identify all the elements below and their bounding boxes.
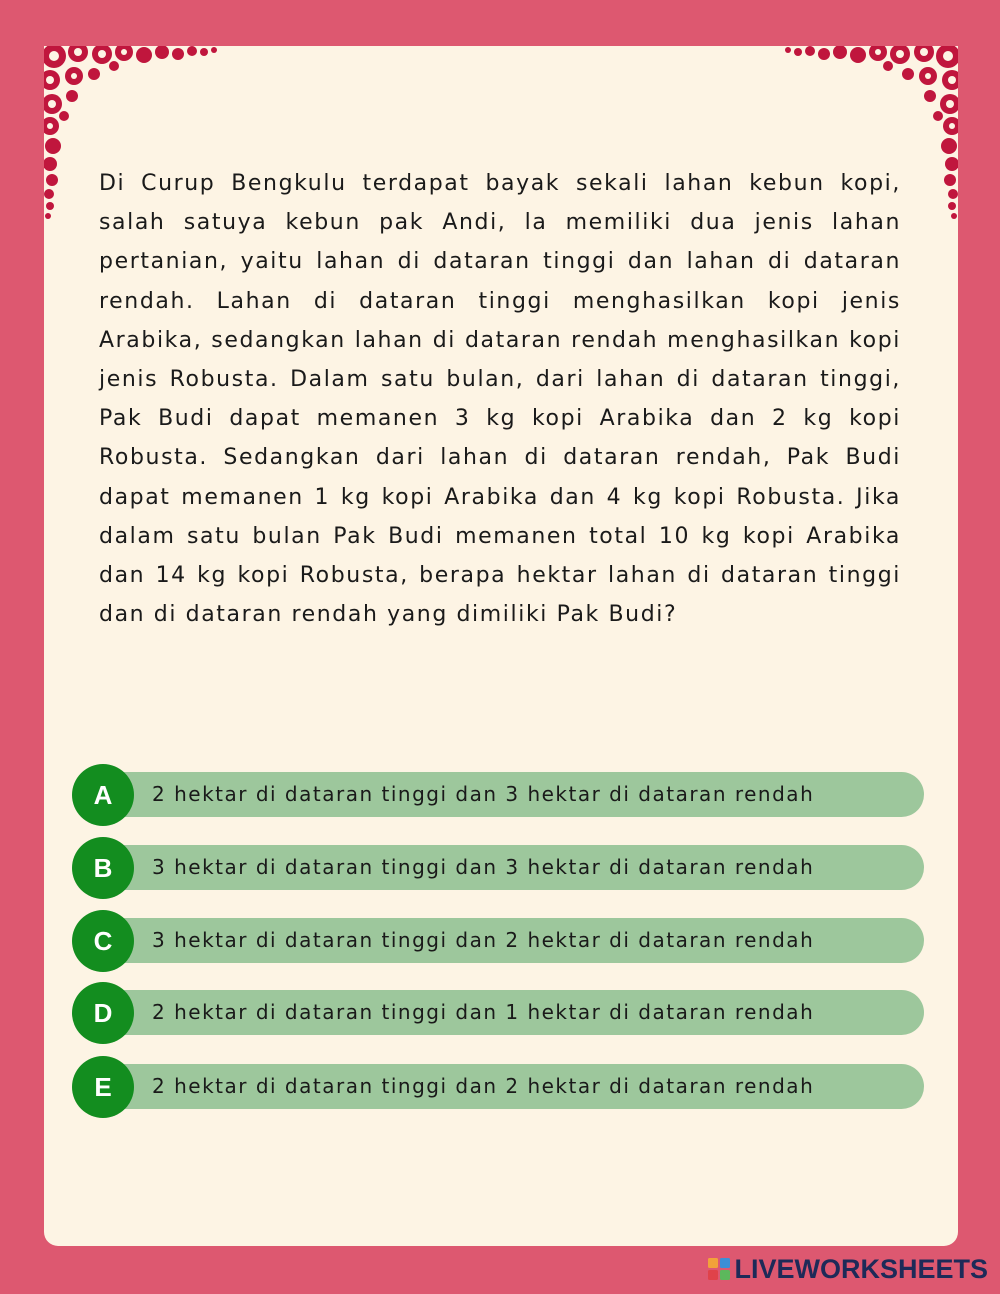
liveworksheets-logo-icon	[708, 1258, 730, 1280]
option-b[interactable]	[72, 837, 924, 899]
option-e[interactable]	[72, 1056, 924, 1118]
option-e-letter[interactable]: E	[72, 1056, 134, 1118]
option-a-text: 2 hektar di dataran tinggi dan 3 hektar di dataran rendah	[152, 782, 815, 806]
option-d-text: 2 hektar di dataran tinggi dan 1 hektar di dataran rendah	[152, 1000, 815, 1024]
liveworksheets-brand[interactable]	[708, 1254, 988, 1284]
option-a-letter[interactable]: A	[72, 764, 134, 826]
option-a[interactable]	[72, 764, 924, 826]
worksheet-card	[44, 46, 958, 1246]
option-b-letter[interactable]: B	[72, 837, 134, 899]
option-c-letter[interactable]: C	[72, 910, 134, 972]
option-c-text: 3 hektar di dataran tinggi dan 2 hektar di dataran rendah	[152, 928, 815, 952]
option-e-text: 2 hektar di dataran tinggi dan 2 hektar di dataran rendah	[152, 1074, 815, 1098]
option-b-text: 3 hektar di dataran tinggi dan 3 hektar di dataran rendah	[152, 855, 815, 879]
option-d-letter[interactable]: D	[72, 982, 134, 1044]
question-text: Di Curup Bengkulu terdapat bayak sekali lahan kebun kopi, salah satuya kebun pak Andi, la memiliki dua jenis lahan pertanian, yaitu lahan di dataran tinggi dan lahan di dataran rendah. Lahan di dataran tinggi menghasilkan kopi jenis Arabika, sedangkan lahan di dataran rendah menghasilkan kopi jenis Robusta. Dalam satu bulan, dari lahan di dataran tinggi, Pak Budi dapat memanen 3 kg kopi Arabika dan 2 kg kopi Robusta. Sedangkan dari lahan di dataran rendah, Pak Budi dapat memanen 1 kg kopi Arabika dan 4 kg kopi Robusta. Jika dalam satu bulan Pak Budi memanen total 10 kg kopi Arabika dan 14 kg kopi Robusta, berapa hektar lahan di dataran tinggi dan di dataran rendah yang dimiliki Pak Budi?	[99, 171, 901, 628]
option-d[interactable]	[72, 982, 924, 1044]
liveworksheets-wordmark: LIVEWORKSHEETS	[734, 1253, 988, 1284]
option-c[interactable]	[72, 910, 924, 972]
